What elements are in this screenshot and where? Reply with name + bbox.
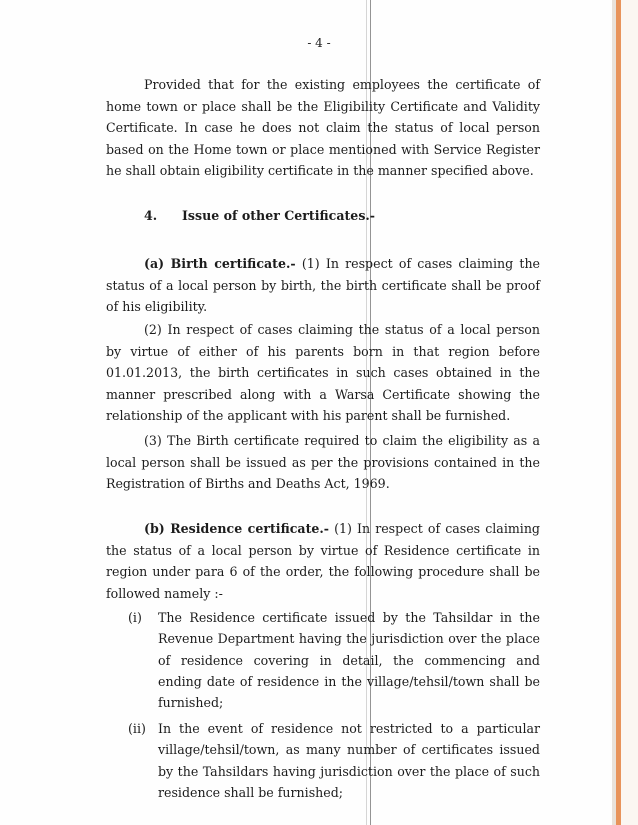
list-marker: (i) [128,610,142,625]
birth-paragraph-1 [106,253,540,318]
birth-paragraph-2: (2) In respect of cases claiming the status of a local person by virtue of either of his parents born in that region before 01.01.2013, the birth certificates in such cases obtained in the manner prescribed along with a Warsa Certificate showing the relationship of the applicant with his parent shall be furnished. [106,322,540,423]
residence-list-item-1 [128,607,540,713]
birth-paragraph-3: (3) The Birth certificate required to claim the eligibility as a local person shall be issued as per the provisions contained in the Registration of Births and Deaths Act, 1969. [106,433,540,491]
list-marker: (ii) [128,721,146,736]
residence-heading: (b) Residence certificate.- [144,521,330,536]
list-item-text: In the event of residence not restricted to a particular village/tehsil/town, as many number of certificates issued by the Tahsildars having jurisdiction over the place of such residence shall be furnished; [158,721,540,800]
residence-paragraph-1 [106,518,540,604]
residence-list-item-2 [128,718,540,803]
residence-p1-text: (1) In respect of cases claiming the status of a local person by virtue of Residence certificate in region under para 6 of the order, the following procedure shall be followed namely :- [106,521,540,601]
page-edge-margin [621,0,638,825]
section-4-number: 4. [144,208,158,223]
birth-p1-text: (1) In respect of cases claiming the status of a local person by birth, the birth certificate shall be proof of his eligibility. [106,256,541,314]
birth-heading: (a) Birth certificate.- [144,256,296,271]
section-4-title: Issue of other Certificates.- [182,208,376,223]
list-item-text: The Residence certificate issued by the Tahsildar in the Revenue Department having the jurisdiction over the place of residence covering in detail, the commencing and ending date of residence in the village/tehsil/town shall be furnished; [158,610,540,711]
intro-paragraph: Provided that for the existing employees the certificate of home town or place shall be the Eligibility Certificate and Validity Certificate. In case he does not claim the status of local person based on the Home town or place mentioned with Service Register he shall obtain eligibility certificate in the manner specified above. [106,77,540,178]
page-number: - 4 - [307,36,331,50]
